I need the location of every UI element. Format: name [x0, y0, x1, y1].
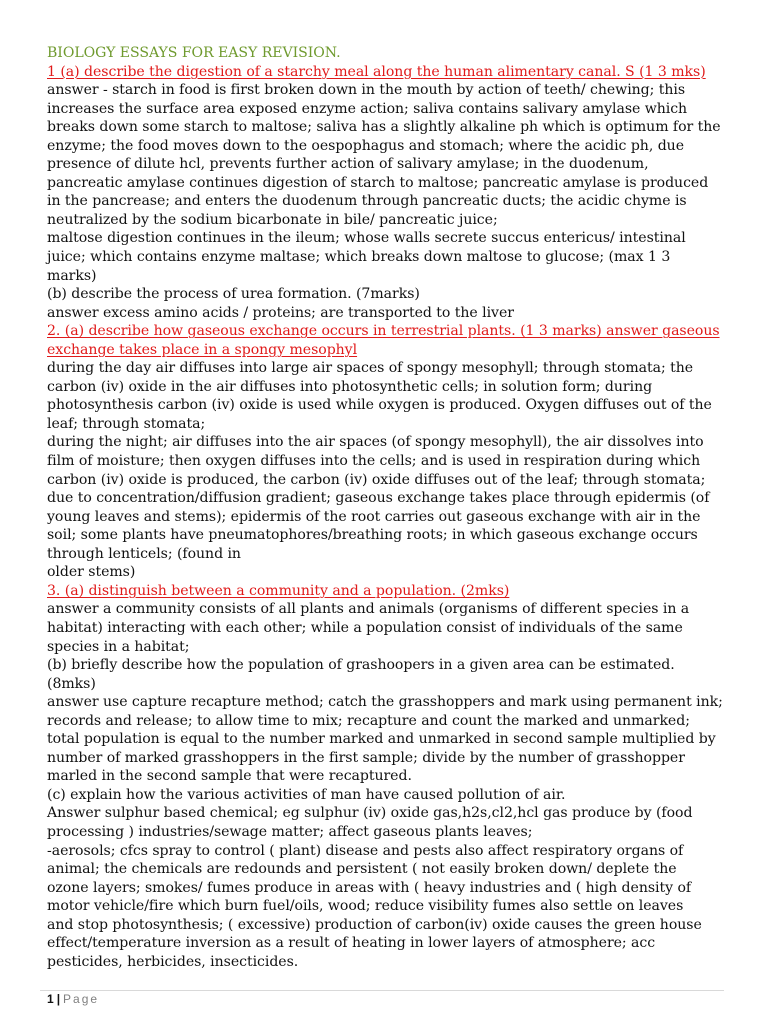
- body-line: due to concentration/diffusion gradient; gaseous exchange takes place through epidermis (of: [47, 490, 710, 507]
- body-line: motor vehicle/fire which burn fuel/oils, wood; reduce visibility fumes also settle on leaves: [47, 898, 684, 915]
- body-line: (b) briefly describe how the population of grashoopers in a given area can be estimated.: [47, 657, 675, 674]
- body-line: answer a community consists of all plants and animals (organisms of different species in a: [47, 601, 690, 618]
- body-line: (8mks): [47, 675, 96, 692]
- body-line: leaf; through stomata;: [47, 415, 206, 432]
- page-footer: [47, 992, 99, 1006]
- body-line: maltose digestion continues in the ileum; whose walls secrete succus entericus/ intestinal: [47, 230, 686, 247]
- body-line: juice; which contains enzyme maltase; which breaks down maltose to glucose; (max 1 3: [47, 249, 671, 266]
- footer-separator: |: [56, 992, 61, 1006]
- body-line: processing ) industries/sewage matter; affect gaseous plants leaves;: [47, 823, 533, 840]
- body-line: film of moisture; then oxygen diffuses into the cells; and is used in respiration during which: [47, 453, 701, 470]
- body-line: carbon (iv) oxide in the air diffuses into photosynthetic cells; in solution form; during: [47, 378, 653, 395]
- body-line: photosynthesis carbon (iv) oxide is used while oxygen is produced. Oxygen diffuses out of the: [47, 397, 712, 414]
- body-line: soil; some plants have pneumatophores/breathing roots; in which gaseous exchange occurs: [47, 527, 698, 544]
- question-heading: 3. (a) distinguish between a community and a population. (2mks): [47, 582, 510, 599]
- body-line: marled in the second sample that were recaptured.: [47, 768, 412, 785]
- body-line: during the night; air diffuses into the air spaces (of spongy mesophyll), the air dissolves into: [47, 434, 704, 451]
- body-line: carbon (iv) oxide is produced, the carbon (iv) oxide diffuses out of the leaf; through stomata;: [47, 471, 706, 488]
- question-heading: 2. (a) describe how gaseous exchange occurs in terrestrial plants. (1 3 marks) answer gaseous: [47, 323, 720, 340]
- body-line: animal; the chemicals are redounds and persistent ( not easily broken down/ deplete the: [47, 861, 677, 878]
- page-number: 1: [47, 992, 54, 1006]
- body-line: (c) explain how the various activities of man have caused pollution of air.: [47, 786, 566, 803]
- body-line: breaks down some starch to maltose; saliva has a slightly alkaline ph which is optimum for the: [47, 119, 721, 136]
- question-heading: exchange takes place in a spongy mesophyl: [47, 341, 358, 358]
- body-line: Answer sulphur based chemical; eg sulphur (iv) oxide gas,h2s,cl2,hcl gas produce by (food: [47, 805, 693, 822]
- body-line: older stems): [47, 564, 136, 581]
- body-line: young leaves and stems); epidermis of the root carries out gaseous exchange with air in the: [47, 508, 701, 525]
- body-line: answer excess amino acids / proteins; are transported to the liver: [47, 304, 514, 321]
- body-line: -aerosols; cfcs spray to control ( plant) disease and pests also affect respiratory organs of: [47, 842, 684, 859]
- body-line: and stop photosynthesis; ( excessive) production of carbon(iv) oxide causes the green house: [47, 916, 702, 933]
- body-line: species in a habitat;: [47, 638, 190, 655]
- body-line: (b) describe the process of urea formation. (7marks): [47, 286, 420, 303]
- body-line: pancreatic amylase continues digestion of starch to maltose; pancreatic amylase is produced: [47, 174, 709, 191]
- question-heading: 1 (a) describe the digestion of a starchy meal along the human alimentary canal. S (1 3 mks): [47, 63, 706, 80]
- body-line: through lenticels; (found in: [47, 545, 241, 562]
- body-line: habitat) interacting with each other; while a population consist of individuals of the same: [47, 619, 683, 636]
- footer-divider: [40, 990, 724, 991]
- document-body: [47, 44, 727, 971]
- body-line: total population is equal to the number marked and unmarked in second sample multiplied by: [47, 731, 716, 748]
- body-line: presence of dilute hcl, prevents further action of salivary amylase; in the duodenum,: [47, 156, 649, 173]
- body-line: effect/temperature inversion as a result of heating in lower layers of atmosphere; acc: [47, 935, 656, 952]
- body-line: pesticides, herbicides, insecticides.: [47, 953, 299, 970]
- body-line: during the day air diffuses into large air spaces of spongy mesophyll; through stomata; the: [47, 360, 694, 377]
- body-line: marks): [47, 267, 97, 284]
- body-line: neutralized by the sodium bicarbonate in bile/ pancreatic juice;: [47, 211, 498, 228]
- body-line: ozone layers; smokes/ fumes produce in areas with ( heavy industries and ( high density of: [47, 879, 692, 896]
- document-title: BIOLOGY ESSAYS FOR EASY REVISION.: [47, 45, 341, 61]
- page-label: Page: [63, 992, 100, 1006]
- body-line: enzyme; the food moves down to the oespophagus and stomach; where the acidic ph, due: [47, 137, 684, 154]
- body-line: records and release; to allow time to mix; recapture and count the marked and unmarked;: [47, 712, 690, 729]
- body-line: in the pancrease; and enters the duodenum through pancreatic ducts; the acidic chyme is: [47, 193, 687, 210]
- body-line: answer - starch in food is first broken down in the mouth by action of teeth/ chewing; this: [47, 82, 686, 99]
- body-line: increases the surface area exposed enzyme action; saliva contains salivary amylase which: [47, 100, 688, 117]
- body-line: number of marked grasshoppers in the first sample; divide by the number of grasshopper: [47, 749, 685, 766]
- body-line: answer use capture recapture method; catch the grasshoppers and mark using permanent ink;: [47, 694, 723, 711]
